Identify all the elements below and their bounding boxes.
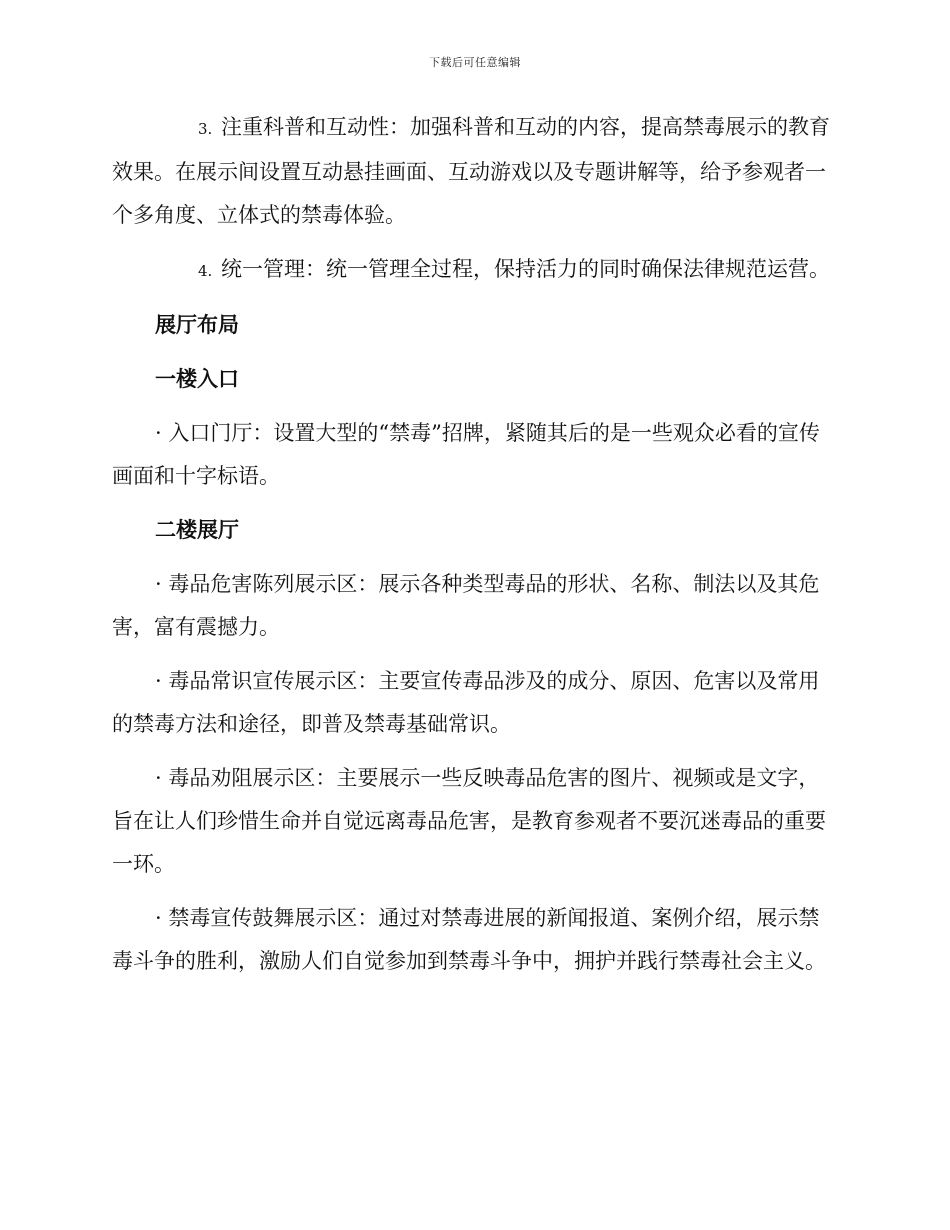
item-number: 4. [198,262,213,280]
numbered-item-3 [112,106,832,237]
bullet-knowledge-display: · 毒品常识宣传展示区：主要宣传毒品涉及的成分、原因、危害以及常用的禁毒方法和途径，即普及禁毒基础常识。 [112,669,820,736]
bullet-entrance-hall: · 入口门厅：设置大型的“禁毒”招牌，紧随其后的是一些观众必看的宣传画面和十字标语。 [112,421,820,488]
document-body [112,106,832,994]
bullet-harm-display: · 毒品危害陈列展示区：展示各种类型毒品的形状、名称、制法以及其危害，富有震撼力。 [112,572,820,639]
section-heading-first-floor: 一楼入口 [155,367,239,391]
section-heading-second-floor: 二楼展厅 [155,518,239,542]
section-heading-layout: 展厅布局 [155,313,239,337]
numbered-item-4 [112,248,832,293]
header-note: 下载后可任意编辑 [429,56,521,69]
item-number: 3. [198,120,213,138]
bullet-dissuasion-display: · 毒品劝阻展示区：主要展示一些反映毒品危害的图片、视频或是文字，旨在让人们珍惜生命并自觉远离毒品危害，是教育参观者不要沉迷毒品的重要一环。 [112,766,826,876]
item-text: 统一管理：统一管理全过程，保持活力的同时确保法律规范运营。 [221,257,830,281]
item-text: 注重科普和互动性：加强科普和互动的内容，提高禁毒展示的教育效果。在展示间设置互动悬挂画面、互动游戏以及专题讲解等，给予参观者一个多角度、立体式的禁毒体验。 [112,115,830,227]
bullet-encouragement-display: · 禁毒宣传鼓舞展示区：通过对禁毒进展的新闻报道、案例介绍，展示禁毒斗争的胜利，激励人们自觉参加到禁毒斗争中，拥护并践行禁毒社会主义。 [112,906,826,973]
